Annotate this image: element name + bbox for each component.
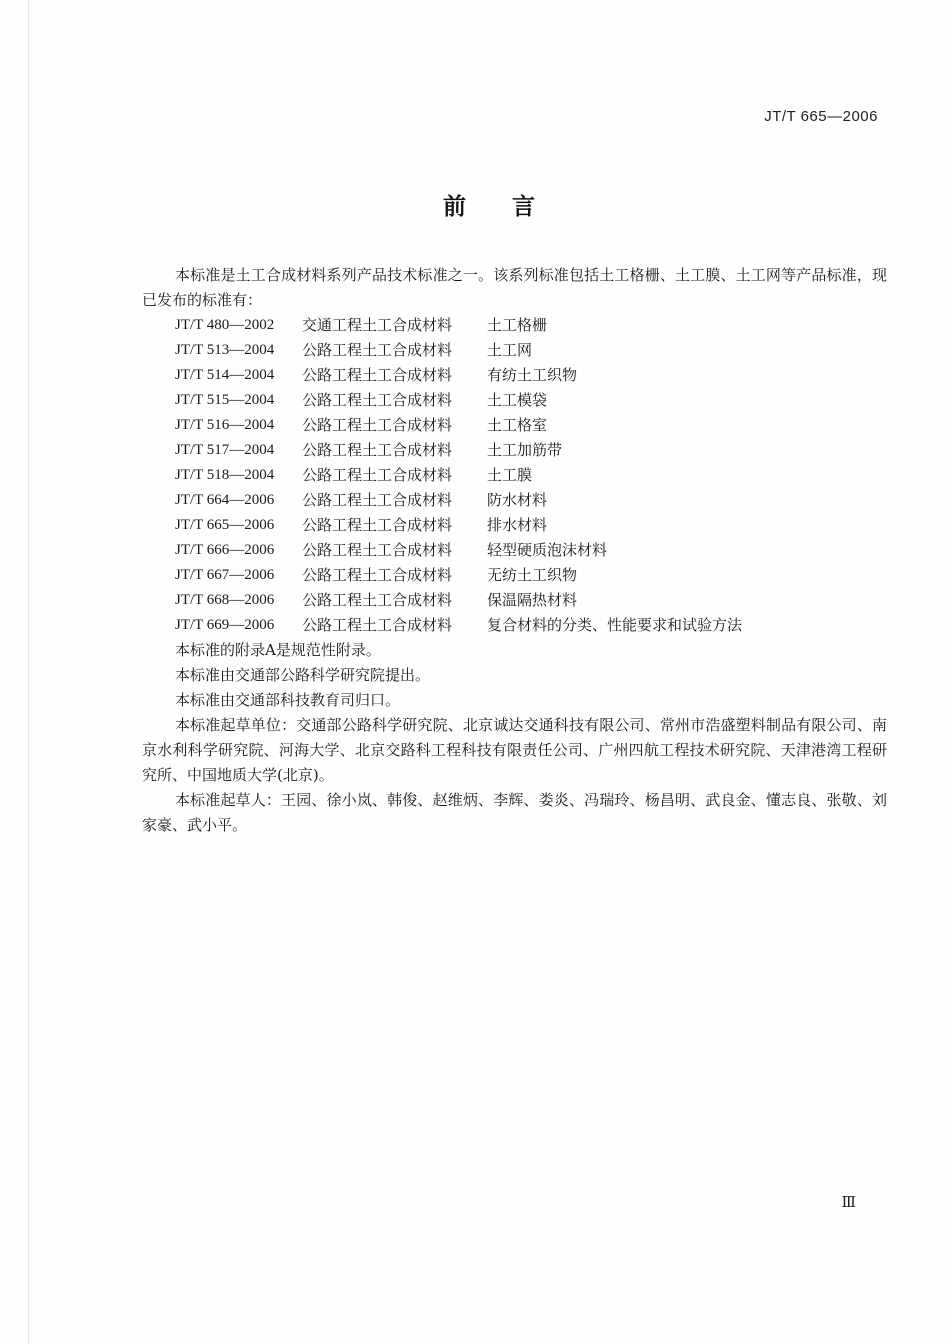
standard-code: JT/T 480—2002	[175, 317, 275, 333]
standard-code: JT/T 665—2006	[175, 517, 275, 533]
standard-domain: 公路工程土工合成材料	[302, 616, 453, 634]
standard-domain: 公路工程土工合成材料	[302, 416, 453, 434]
standard-name: 轻型硬质泡沫材料	[487, 541, 608, 559]
standard-code: JT/T 514—2004	[175, 367, 275, 383]
standard-name: 保温隔热材料	[487, 591, 578, 609]
standard-domain: 公路工程土工合成材料	[302, 366, 453, 384]
standard-code: JT/T 515—2004	[175, 392, 275, 408]
administered-by-paragraph: 本标准由交通部科技教育司归口。	[175, 691, 401, 709]
standard-name: 土工格栅	[487, 316, 548, 334]
standard-code: JT/T 664—2006	[175, 492, 275, 508]
page-number: Ⅲ	[841, 1195, 856, 1211]
standard-row	[142, 338, 887, 363]
standard-domain: 公路工程土工合成材料	[302, 441, 453, 459]
standard-domain: 公路工程土工合成材料	[302, 591, 453, 609]
standard-code: JT/T 669—2006	[175, 617, 275, 633]
standards-list	[142, 313, 887, 638]
standard-name: 防水材料	[487, 491, 548, 509]
standard-code: JT/T 518—2004	[175, 467, 275, 483]
standard-domain: 公路工程土工合成材料	[302, 491, 453, 509]
proposed-by-paragraph: 本标准由交通部公路科学研究院提出。	[175, 666, 431, 684]
standard-row	[142, 463, 887, 488]
standard-domain: 公路工程土工合成材料	[302, 466, 453, 484]
standard-name: 土工格室	[487, 416, 548, 434]
standard-code-header: JT/T 665—2006	[764, 108, 878, 125]
standard-code: JT/T 516—2004	[175, 417, 275, 433]
drafting-units-paragraph: 本标准起草单位：交通部公路科学研究院、北京诚达交通科技有限公司、常州市浩盛塑料制品有限公司、南京水利科学研究院、河海大学、北京交路科工程科技有限责任公司、广州四航工程技术研究院、天津港湾工程研究所、中国地质大学(北京)。	[142, 716, 887, 784]
standard-row	[142, 438, 887, 463]
standard-name: 土工网	[487, 341, 533, 359]
standard-domain: 公路工程土工合成材料	[302, 391, 453, 409]
standard-row	[142, 413, 887, 438]
standard-domain: 公路工程土工合成材料	[302, 341, 453, 359]
standard-row	[142, 388, 887, 413]
standard-name: 土工膜	[487, 466, 533, 484]
standard-row	[142, 513, 887, 538]
standard-domain: 公路工程土工合成材料	[302, 566, 453, 584]
standard-code: JT/T 513—2004	[175, 342, 275, 358]
standard-code: JT/T 666—2006	[175, 542, 275, 558]
standard-row	[142, 588, 887, 613]
standard-code: JT/T 668—2006	[175, 592, 275, 608]
standard-name: 有纺土工织物	[487, 366, 578, 384]
standard-row	[142, 363, 887, 388]
standard-code: JT/T 667—2006	[175, 567, 275, 583]
standard-domain: 公路工程土工合成材料	[302, 541, 453, 559]
standard-row	[142, 538, 887, 563]
standard-name: 复合材料的分类、性能要求和试验方法	[487, 616, 743, 634]
standard-row	[142, 488, 887, 513]
standard-row	[142, 613, 887, 638]
drafters-paragraph: 本标准起草人：王园、徐小岚、韩俊、赵维炳、李辉、娄炎、冯瑞玲、杨昌明、武良金、懂志良、张敬、刘家豪、武小平。	[142, 791, 887, 834]
document-body	[142, 263, 887, 838]
standard-row	[142, 563, 887, 588]
page-title: 前言	[443, 194, 581, 220]
standard-code: JT/T 517—2004	[175, 442, 275, 458]
standard-name: 土工模袋	[487, 391, 548, 409]
standard-domain: 交通工程土工合成材料	[302, 316, 453, 334]
standard-row	[142, 313, 887, 338]
standard-name: 无纺土工织物	[487, 566, 578, 584]
appendix-paragraph: 本标准的附录A是规范性附录。	[175, 641, 381, 659]
standard-name: 土工加筋带	[487, 441, 563, 459]
standard-name: 排水材料	[487, 516, 548, 534]
intro-paragraph: 本标准是土工合成材料系列产品技术标准之一。该系列标准包括土工格栅、土工膜、土工网等产品标准，现已发布的标准有：	[142, 266, 887, 309]
standard-domain: 公路工程土工合成材料	[302, 516, 453, 534]
